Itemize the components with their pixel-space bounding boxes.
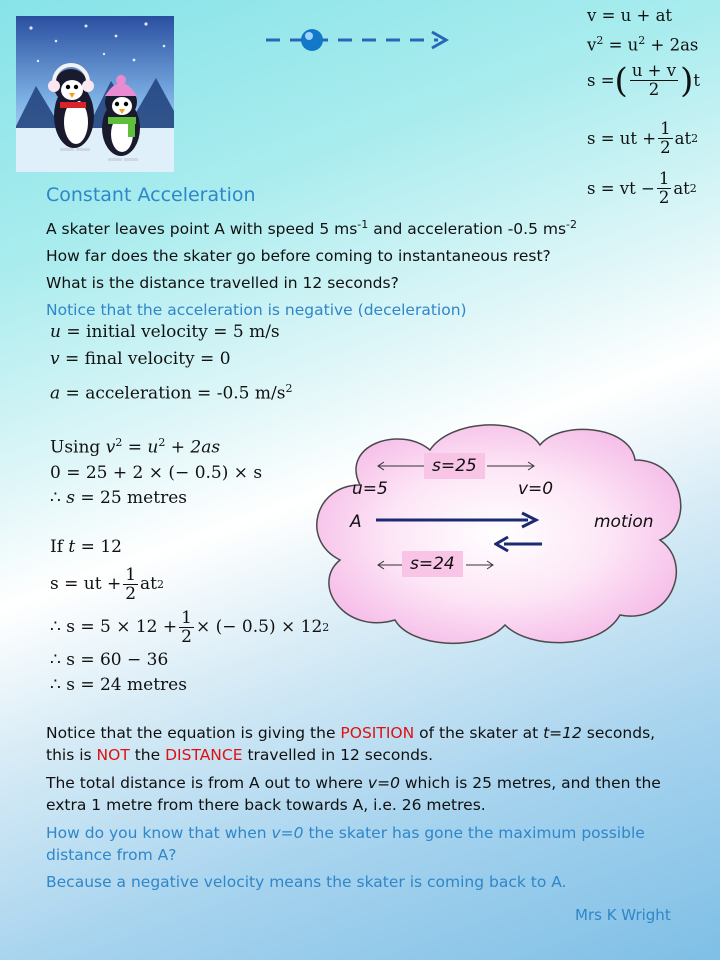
solution-substitution: 0 = 25 + 2 × (− 0.5) × s <box>50 462 263 483</box>
solution-s-equation: s = ut + $\frac{1}{2}$ at 2 <box>50 565 165 604</box>
motion-label: motion <box>594 512 654 532</box>
explanation-total-distance: The total distance is from A out to where v=0 which is 25 metres, and then the extra 1 metre from there back towards A, i.e. 26 metres. <box>46 774 661 814</box>
solution-result-25: ∴ s = 25 metres <box>50 487 187 508</box>
problem-line-1: A skater leaves point A with speed 5 $ms^{-1}$ and acceleration -0.5 $ms^{-2}$ <box>46 218 578 239</box>
u5-label: u=5 <box>352 479 388 499</box>
solution-if-t: If t = 12 <box>50 537 122 557</box>
formula-v2: $v^2 = u^2 + 2as$ <box>587 34 699 55</box>
author-credit: Mrs K Wright <box>575 906 671 924</box>
explanation-question: How do you know that when v=0 the skater has gone the maximum possible distance from A? <box>46 824 645 864</box>
formula-v-u-at: v = u + at <box>587 6 673 25</box>
point-a-label: A <box>350 512 362 532</box>
s24-arrow-right <box>466 556 496 575</box>
s24-arrow-left <box>375 556 405 575</box>
s25-arrow-right <box>487 457 537 476</box>
problem-statement <box>46 214 586 321</box>
problem-line-3: What is the distance travelled in 12 seconds? <box>46 274 399 293</box>
formula-s-vt: s = vt − $\frac{1}{2}$ at 2 <box>587 169 697 207</box>
solution-part-1 <box>50 430 262 511</box>
variable-u: u = initial velocity = 5 m/s <box>50 322 280 342</box>
cloud-diagram <box>300 415 700 655</box>
solution-result-24: ∴ s = 24 metres <box>50 675 187 695</box>
page-title: Constant Acceleration <box>46 184 256 206</box>
variable-a: a = acceleration = -0.5 $m/s^2$ <box>50 382 293 404</box>
solution-s-simplify: ∴ s = 60 − 36 <box>50 650 169 670</box>
formula-s-average: s = ( $\frac{u + v}{2}$ ) t <box>587 60 700 101</box>
formula-s-ut: s = ut + $\frac{1}{2}$ at 2 <box>587 119 699 157</box>
s25-label: s=25 <box>424 453 485 479</box>
solution-using-equation: Using $v^2 = u^2 + 2as$ <box>50 436 221 458</box>
dashed-arrow-decoration <box>264 26 454 54</box>
notice-deceleration: Notice that the acceleration is negative (deceleration) <box>46 301 467 320</box>
variable-v: v = final velocity = 0 <box>50 349 231 369</box>
v0-label: v=0 <box>518 479 554 499</box>
solution-s-substitution: ∴ s = 5 × 12 + $\frac{1}{2}$ × (− 0.5) × 12 2 <box>50 608 330 647</box>
explanation-answer: Because a negative velocity means the skater is coming back to A. <box>46 873 567 891</box>
solution-part-2 <box>50 535 329 698</box>
s25-arrow-left <box>375 457 425 476</box>
s24-label: s=24 <box>402 551 463 577</box>
return-motion-arrow <box>494 535 544 557</box>
explanation-position-note: Notice that the equation is giving the POSITION of the skater at t=12 seconds, this is NOT the DISTANCE travelled in 12 seconds. <box>46 724 656 764</box>
problem-line-2: How far does the skater go before coming to instantaneous rest? <box>46 247 551 266</box>
variables-block <box>50 320 292 407</box>
penguins-illustration <box>16 16 174 172</box>
explanation-block <box>46 722 678 893</box>
forward-motion-arrow <box>376 511 541 533</box>
